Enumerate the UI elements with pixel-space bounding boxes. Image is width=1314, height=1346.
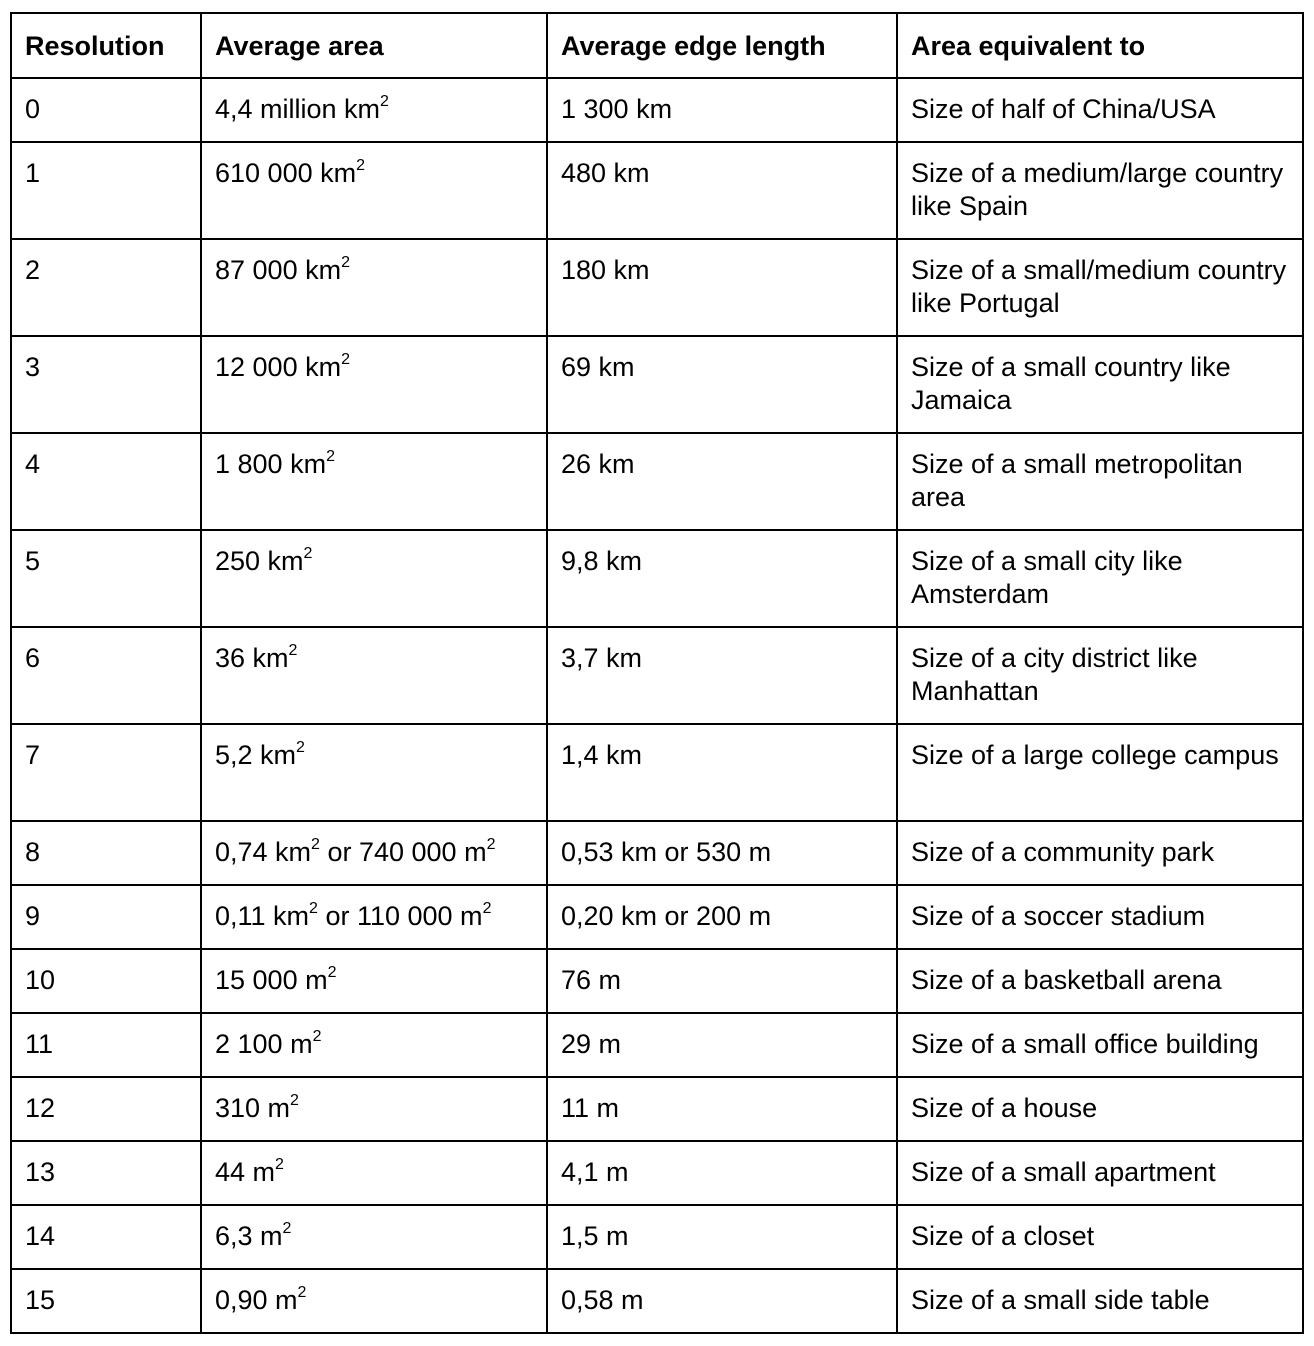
cell-area-equivalent [897,142,1303,239]
cell-area-equivalent [897,1205,1303,1269]
equivalent-text: Size of half of China/USA [911,94,1216,124]
edge-value: 76 m [561,965,622,995]
header-average-edge-length: Average edge length [547,13,897,78]
edge-value: 180 km [561,255,650,285]
area-exponent: 2 [326,448,335,465]
resolution-value: 12 [25,1093,56,1123]
edge-value: 4,1 m [561,1157,629,1187]
cell-area-equivalent [897,949,1303,1013]
equivalent-text: Size of a medium/large country like Spain [911,158,1284,221]
cell-edge-length [547,724,897,821]
cell-edge-length [547,530,897,627]
cell-average-area [201,142,547,239]
table-row [11,530,1303,627]
cell-area-equivalent [897,530,1303,627]
edge-value: 0,20 km or 200 m [561,901,772,931]
table-row [11,1205,1303,1269]
area-exponent: 2 [341,351,350,368]
area-value: 15 000 m [215,965,328,995]
equivalent-text: Size of a small city like Amsterdam [911,546,1183,609]
table-row [11,627,1303,724]
resolution-value: 3 [25,352,41,382]
equivalent-text: Size of a city district like Manhattan [911,643,1198,706]
resolution-value: 0 [25,94,41,124]
area-exponent: 2 [380,93,389,110]
cell-average-area [201,78,547,142]
area-alt-value: or 740 000 m [319,837,487,867]
equivalent-text: Size of a soccer stadium [911,901,1206,931]
area-value: 5,2 km [215,740,297,770]
area-exponent: 2 [290,1092,299,1109]
area-exponent: 2 [297,1284,307,1301]
edge-value: 3,7 km [561,643,643,673]
resolution-value: 7 [25,740,41,770]
edge-value: 0,58 m [561,1285,644,1315]
area-value: 2 100 m [215,1029,313,1059]
cell-average-area [201,1269,547,1333]
table-row [11,821,1303,885]
cell-average-area [201,1077,547,1141]
cell-resolution [11,239,201,336]
resolution-value: 1 [25,158,41,188]
cell-edge-length [547,1013,897,1077]
cell-average-area [201,1205,547,1269]
cell-resolution [11,1141,201,1205]
resolution-value: 4 [25,449,41,479]
cell-edge-length [547,1141,897,1205]
equivalent-text: Size of a small side table [911,1285,1210,1315]
area-value: 44 m [215,1157,276,1187]
edge-value: 1 300 km [561,94,673,124]
cell-edge-length [547,336,897,433]
table-row [11,336,1303,433]
cell-resolution [11,433,201,530]
edge-value: 1,5 m [561,1221,629,1251]
area-exponent: 2 [309,900,318,917]
table-row [11,724,1303,821]
resolution-value: 10 [25,965,56,995]
cell-resolution [11,821,201,885]
equivalent-text: Size of a small apartment [911,1157,1216,1187]
cell-area-equivalent [897,885,1303,949]
table-row [11,78,1303,142]
cell-resolution [11,885,201,949]
area-value: 87 000 km [215,255,342,285]
cell-area-equivalent [897,1269,1303,1333]
area-exponent: 2 [282,1220,292,1237]
cell-average-area [201,627,547,724]
area-value: 1 800 km [215,449,327,479]
cell-average-area [201,821,547,885]
cell-resolution [11,1269,201,1333]
area-value: 310 m [215,1093,291,1123]
cell-resolution [11,78,201,142]
cell-area-equivalent [897,821,1303,885]
resolution-value: 14 [25,1221,56,1251]
cell-average-area [201,1013,547,1077]
resolution-value: 6 [25,643,41,673]
cell-average-area [201,239,547,336]
equivalent-text: Size of a community park [911,837,1215,867]
cell-area-equivalent [897,627,1303,724]
edge-value: 11 m [561,1093,620,1123]
cell-resolution [11,336,201,433]
cell-average-area [201,1141,547,1205]
header-average-area: Average area [201,13,547,78]
table-row [11,1013,1303,1077]
header-area-equivalent: Area equivalent to [897,13,1303,78]
cell-area-equivalent [897,239,1303,336]
equivalent-text: Size of a small country like Jamaica [911,352,1231,415]
area-exponent: 2 [327,964,337,981]
header-resolution: Resolution [11,13,201,78]
area-value: 0,11 km [215,901,310,931]
area-exponent: 2 [303,545,313,562]
edge-value: 0,53 km or 530 m [561,837,772,867]
cell-area-equivalent [897,433,1303,530]
cell-resolution [11,724,201,821]
cell-edge-length [547,433,897,530]
area-value: 610 000 km [215,158,357,188]
table-row [11,1141,1303,1205]
resolution-value: 2 [25,255,41,285]
equivalent-text: Size of a closet [911,1221,1095,1251]
table-row [11,239,1303,336]
area-value: 6,3 m [215,1221,283,1251]
cell-edge-length [547,627,897,724]
table-row [11,885,1303,949]
area-exponent: 2 [312,1028,322,1045]
cell-area-equivalent [897,1013,1303,1077]
cell-average-area [201,336,547,433]
resolution-value: 15 [25,1285,56,1315]
equivalent-text: Size of a large college campus [911,740,1279,770]
cell-resolution [11,142,201,239]
cell-edge-length [547,949,897,1013]
cell-edge-length [547,239,897,336]
cell-average-area [201,530,547,627]
cell-edge-length [547,1269,897,1333]
area-value: 0,90 m [215,1285,298,1315]
header-row [11,13,1303,78]
cell-edge-length [547,1205,897,1269]
table-row [11,949,1303,1013]
cell-average-area [201,433,547,530]
table-row [11,142,1303,239]
area-value: 12 000 km [215,352,342,382]
edge-value: 9,8 km [561,546,643,576]
table-body [11,78,1303,1333]
cell-resolution [11,1077,201,1141]
area-value: 250 km [215,546,304,576]
cell-edge-length [547,1077,897,1141]
equivalent-text: Size of a house [911,1093,1098,1123]
area-alt-exponent: 2 [486,836,496,853]
cell-edge-length [547,142,897,239]
cell-area-equivalent [897,1141,1303,1205]
area-exponent: 2 [311,836,320,853]
cell-edge-length [547,78,897,142]
cell-area-equivalent [897,1077,1303,1141]
cell-area-equivalent [897,78,1303,142]
area-exponent: 2 [356,157,365,174]
cell-edge-length [547,885,897,949]
resolution-value: 9 [25,901,41,931]
area-exponent: 2 [288,642,298,659]
cell-average-area [201,949,547,1013]
cell-resolution [11,1013,201,1077]
resolution-value: 11 [25,1029,54,1059]
equivalent-text: Size of a small office building [911,1029,1259,1059]
table-row [11,433,1303,530]
edge-value: 480 km [561,158,650,188]
cell-resolution [11,949,201,1013]
edge-value: 1,4 km [561,740,643,770]
area-exponent: 2 [296,739,305,756]
area-exponent: 2 [275,1156,284,1173]
area-value: 4,4 million km [215,94,381,124]
resolution-table [10,12,1304,1334]
cell-average-area [201,724,547,821]
cell-area-equivalent [897,336,1303,433]
area-alt-value: or 110 000 m [317,901,483,931]
resolution-value: 5 [25,546,41,576]
cell-average-area [201,885,547,949]
area-value: 0,74 km [215,837,312,867]
area-alt-exponent: 2 [482,900,492,917]
cell-resolution [11,530,201,627]
table-row [11,1269,1303,1333]
edge-value: 26 km [561,449,635,479]
table-row [11,1077,1303,1141]
equivalent-text: Size of a small metropolitan area [911,449,1243,512]
resolution-value: 8 [25,837,41,867]
cell-resolution [11,627,201,724]
area-exponent: 2 [341,254,350,271]
cell-edge-length [547,821,897,885]
edge-value: 69 km [561,352,635,382]
area-value: 36 km [215,643,289,673]
cell-area-equivalent [897,724,1303,821]
resolution-value: 13 [25,1157,56,1187]
equivalent-text: Size of a basketball arena [911,965,1222,995]
edge-value: 29 m [561,1029,622,1059]
equivalent-text: Size of a small/medium country like Portugal [911,255,1287,318]
cell-resolution [11,1205,201,1269]
